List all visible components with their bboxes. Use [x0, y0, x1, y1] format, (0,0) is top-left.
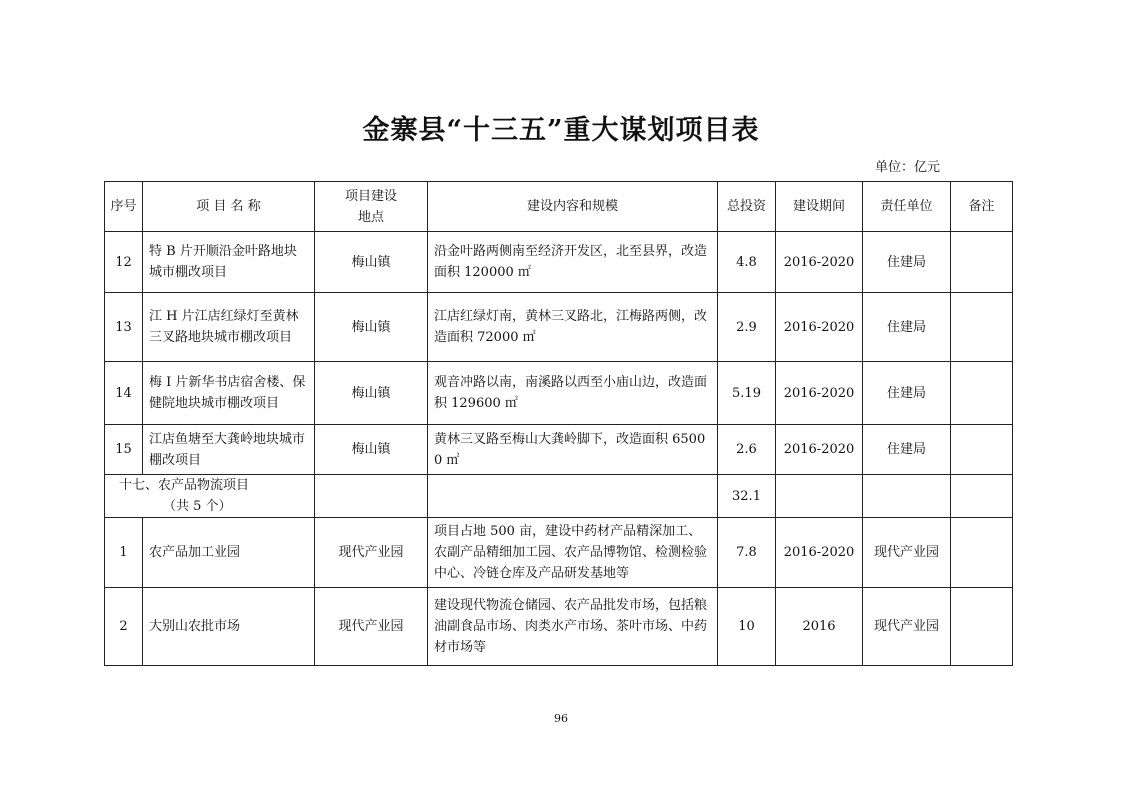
row-investment: 5.19	[718, 362, 776, 425]
projects-table	[104, 181, 1013, 666]
row-remarks	[951, 518, 1013, 588]
row-content: 江店红绿灯南，黄林三叉路北，江梅路两侧，改造面积 72000 ㎡	[428, 293, 718, 362]
row-location: 现代产业园	[315, 518, 428, 588]
row-responsible: 住建局	[863, 425, 951, 475]
row-seq: 14	[105, 362, 143, 425]
row-name: 大别山农批市场	[143, 588, 315, 666]
row-investment: 2.9	[718, 293, 776, 362]
section-period	[776, 475, 863, 518]
row-responsible: 住建局	[863, 362, 951, 425]
row-responsible: 住建局	[863, 293, 951, 362]
row-period: 2016	[776, 588, 863, 666]
row-period: 2016-2020	[776, 232, 863, 293]
header-seq: 序号	[105, 182, 143, 232]
table-row	[105, 362, 1013, 425]
row-investment: 4.8	[718, 232, 776, 293]
row-investment: 2.6	[718, 425, 776, 475]
table-row	[105, 425, 1013, 475]
row-name: 农产品加工业园	[143, 518, 315, 588]
row-name: 特 B 片开顺沿金叶路地块城市棚改项目	[143, 232, 315, 293]
row-location: 梅山镇	[315, 425, 428, 475]
row-content: 沿金叶路两侧南至经济开发区，北至县界，改造面积 120000 ㎡	[428, 232, 718, 293]
table-row	[105, 518, 1013, 588]
row-remarks	[951, 293, 1013, 362]
row-investment: 10	[718, 588, 776, 666]
row-seq: 13	[105, 293, 143, 362]
row-period: 2016-2020	[776, 293, 863, 362]
section-row	[105, 475, 1013, 518]
row-content: 项目占地 500 亩，建设中药材产品精深加工、农副产品精细加工园、农产品博物馆、检测检验中心、冷链仓库及产品研发基地等	[428, 518, 718, 588]
table-row	[105, 588, 1013, 666]
section-title	[105, 475, 315, 518]
row-content: 黄林三叉路至梅山大龚岭脚下，改造面积 65000 ㎡	[428, 425, 718, 475]
row-seq: 12	[105, 232, 143, 293]
row-seq: 1	[105, 518, 143, 588]
row-location: 梅山镇	[315, 293, 428, 362]
section-investment: 32.1	[718, 475, 776, 518]
row-remarks	[951, 588, 1013, 666]
section-remarks	[951, 475, 1013, 518]
row-content: 建设现代物流仓储园、农产品批发市场，包括粮油副食品市场、肉类水产市场、茶叶市场、中药材市场等	[428, 588, 718, 666]
row-period: 2016-2020	[776, 518, 863, 588]
section-title-line1: 十七、农产品物流项目	[119, 478, 250, 493]
row-name: 江 H 片江店红绿灯至黄林三叉路地块城市棚改项目	[143, 293, 315, 362]
row-remarks	[951, 232, 1013, 293]
row-investment: 7.8	[718, 518, 776, 588]
row-name: 江店鱼塘至大龚岭地块城市棚改项目	[143, 425, 315, 475]
header-period: 建设期间	[776, 182, 863, 232]
row-content: 观音冲路以南，南溪路以西至小庙山边，改造面积 129600 ㎡	[428, 362, 718, 425]
header-investment: 总投资	[718, 182, 776, 232]
row-remarks	[951, 362, 1013, 425]
section-responsible	[863, 475, 951, 518]
row-period: 2016-2020	[776, 425, 863, 475]
row-remarks	[951, 425, 1013, 475]
header-location-line1: 项目建设	[344, 188, 397, 204]
table-header-row	[105, 182, 1013, 232]
header-name: 项 目 名 称	[143, 182, 315, 232]
header-responsible: 责任单位	[863, 182, 951, 232]
row-seq: 15	[105, 425, 143, 475]
page-number: 96	[554, 712, 568, 725]
section-location	[315, 475, 428, 518]
header-remarks: 备注	[951, 182, 1013, 232]
row-seq: 2	[105, 588, 143, 666]
header-location	[315, 182, 428, 232]
header-content: 建设内容和规模	[428, 182, 718, 232]
row-responsible: 现代产业园	[863, 588, 951, 666]
row-location: 现代产业园	[315, 588, 428, 666]
row-responsible: 住建局	[863, 232, 951, 293]
document-title: 金寨县“十三五”重大谋划项目表	[362, 115, 760, 146]
row-period: 2016-2020	[776, 362, 863, 425]
row-location: 梅山镇	[315, 362, 428, 425]
header-location-line2: 地点	[357, 209, 384, 225]
row-location: 梅山镇	[315, 232, 428, 293]
unit-label: 单位：亿元	[875, 160, 941, 175]
table-row	[105, 293, 1013, 362]
row-responsible: 现代产业园	[863, 518, 951, 588]
row-name: 梅 I 片新华书店宿舍楼、保健院地块城市棚改项目	[143, 362, 315, 425]
table-row	[105, 232, 1013, 293]
section-content	[428, 475, 718, 518]
section-title-line2: （共 5 个）	[163, 499, 232, 514]
